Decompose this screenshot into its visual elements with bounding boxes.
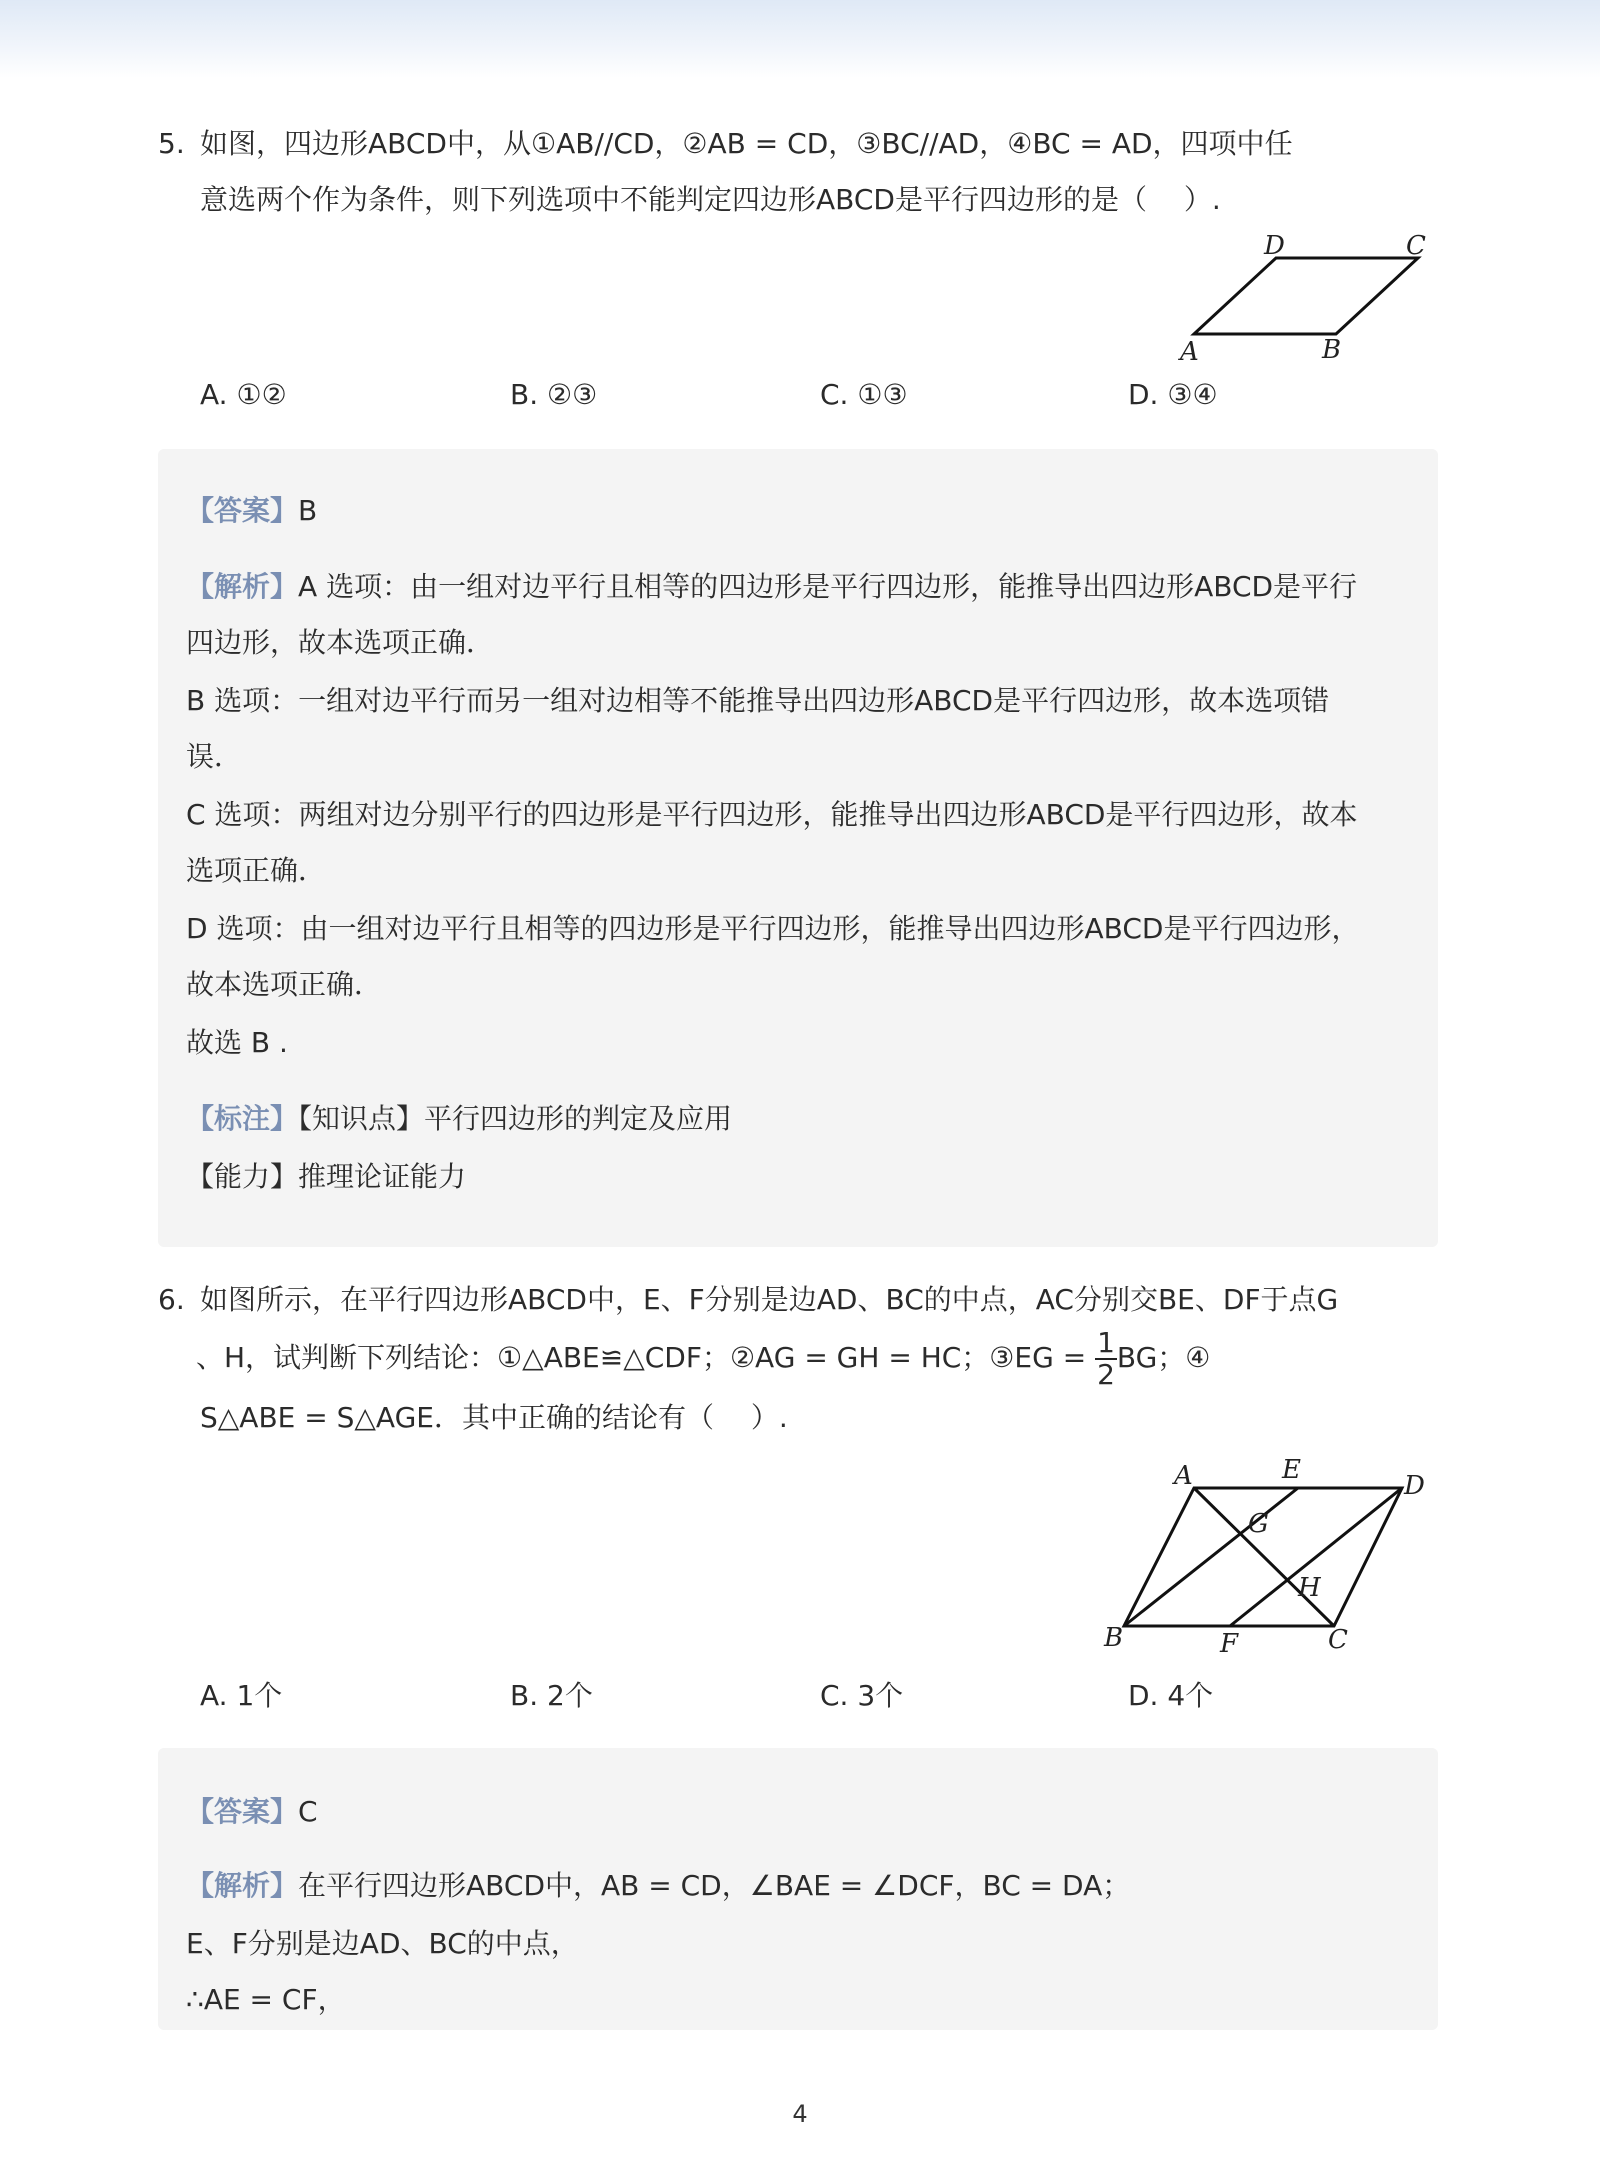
choice-b[interactable]: B. 2个 [510,1679,593,1712]
analysis-line: 选项正确． [186,854,327,887]
note-tag: 【标注】 [186,1102,299,1135]
analysis-line: D 选项：由一组对边平行且相等的四边形是平行四边形，能推导出四边形ABCD是平行四边形， [186,912,1360,945]
analysis-line: 误． [186,740,243,773]
page-number: 4 [792,2100,808,2128]
page-header-band [0,0,1600,78]
note-line: 【标注】【知识点】平行四边形的判定及应用 [186,1102,733,1135]
question-6 [158,1272,1458,1446]
choice-a[interactable]: A. ①② [200,378,287,411]
analysis-tag: 【解析】 [186,1869,299,1902]
ability-line: 【能力】推理论证能力 [186,1160,467,1193]
analysis-line: 四边形，故本选项正确． [186,626,495,659]
choice-d[interactable]: D. ③④ [1128,378,1218,411]
label-b: B [1322,335,1342,365]
analysis-line: 【解析】在平行四边形ABCD中，AB = CD，∠BAE = ∠DCF，BC = DA； [186,1869,1131,1902]
analysis-line: E、F分别是边AD、BC的中点， [186,1927,579,1960]
choice-a[interactable]: A. 1个 [200,1679,283,1712]
label-e: E [1282,1455,1301,1485]
label-a: A [1174,1461,1193,1491]
label-d: D [1264,231,1285,261]
answer-box-q6 [158,1748,1438,2030]
question-5 [158,116,1458,228]
question-text-line: 如图所示，在平行四边形ABCD中，E、F分别是边AD、BC的中点，AC分别交BE、DF于点G [200,1283,1339,1316]
answer-tag: 【答案】 [186,494,299,527]
analysis-line: 故选 B . [186,1026,288,1059]
analysis-tag: 【解析】 [186,570,299,603]
analysis-line: ∴AE = CF， [186,1983,346,2016]
label-h: H [1298,1573,1321,1603]
answer-line [186,489,317,529]
choice-d[interactable]: D. 4个 [1128,1679,1214,1712]
label-c: C [1328,1625,1348,1655]
analysis-line: C 选项：两组对边分别平行的四边形是平行四边形，能推导出四边形ABCD是平行四边形，故本 [186,798,1358,831]
label-g: G [1248,1509,1269,1539]
question-text-line: 如图，四边形ABCD中，从①AB//CD，②AB = CD，③BC//AD，④BC = AD，四项中任 [200,127,1293,160]
analysis-line: 故本选项正确． [186,968,383,1001]
question-text-line: 意选两个作为条件，则下列选项中不能判定四边形ABCD是平行四边形的是（ ）. [200,183,1221,216]
answer-value: C [298,1795,318,1828]
answer-box-q5 [158,449,1438,1247]
label-d: D [1404,1471,1425,1501]
question-number: 5. [158,127,185,160]
question-number: 6. [158,1283,185,1316]
label-f: F [1220,1629,1239,1659]
choice-c[interactable]: C. ①③ [820,378,908,411]
fraction-one-half: $\frac{1}{2}$ [1097,1326,1115,1391]
analysis-line: B 选项：一组对边平行而另一组对边相等不能推导出四边形ABCD是平行四边形，故本选项错 [186,684,1330,717]
answer-line [186,1790,318,1830]
label-c: C [1406,231,1426,261]
label-b: B [1104,1623,1124,1653]
question-text-line: 、H，试判断下列结论：①△ABE≌△CDF；②AG = GH = HC；③EG = $\frac{1}{2}$ BG；④ [196,1326,1211,1391]
label-a: A [1180,337,1199,367]
choice-b[interactable]: B. ②③ [510,378,598,411]
figure-parallelogram-with-diagonals [1100,1452,1440,1666]
analysis-line: 【解析】A 选项：由一组对边平行且相等的四边形是平行四边形，能推导出四边形ABCD是平行 [186,570,1358,603]
answer-tag: 【答案】 [186,1795,299,1828]
answer-value: B [298,494,318,527]
choice-c[interactable]: C. 3个 [820,1679,904,1712]
question-text-line: S△ABE = S△AGE．其中正确的结论有（ ）. [200,1401,788,1434]
figure-parallelogram-abcd [1160,228,1440,368]
